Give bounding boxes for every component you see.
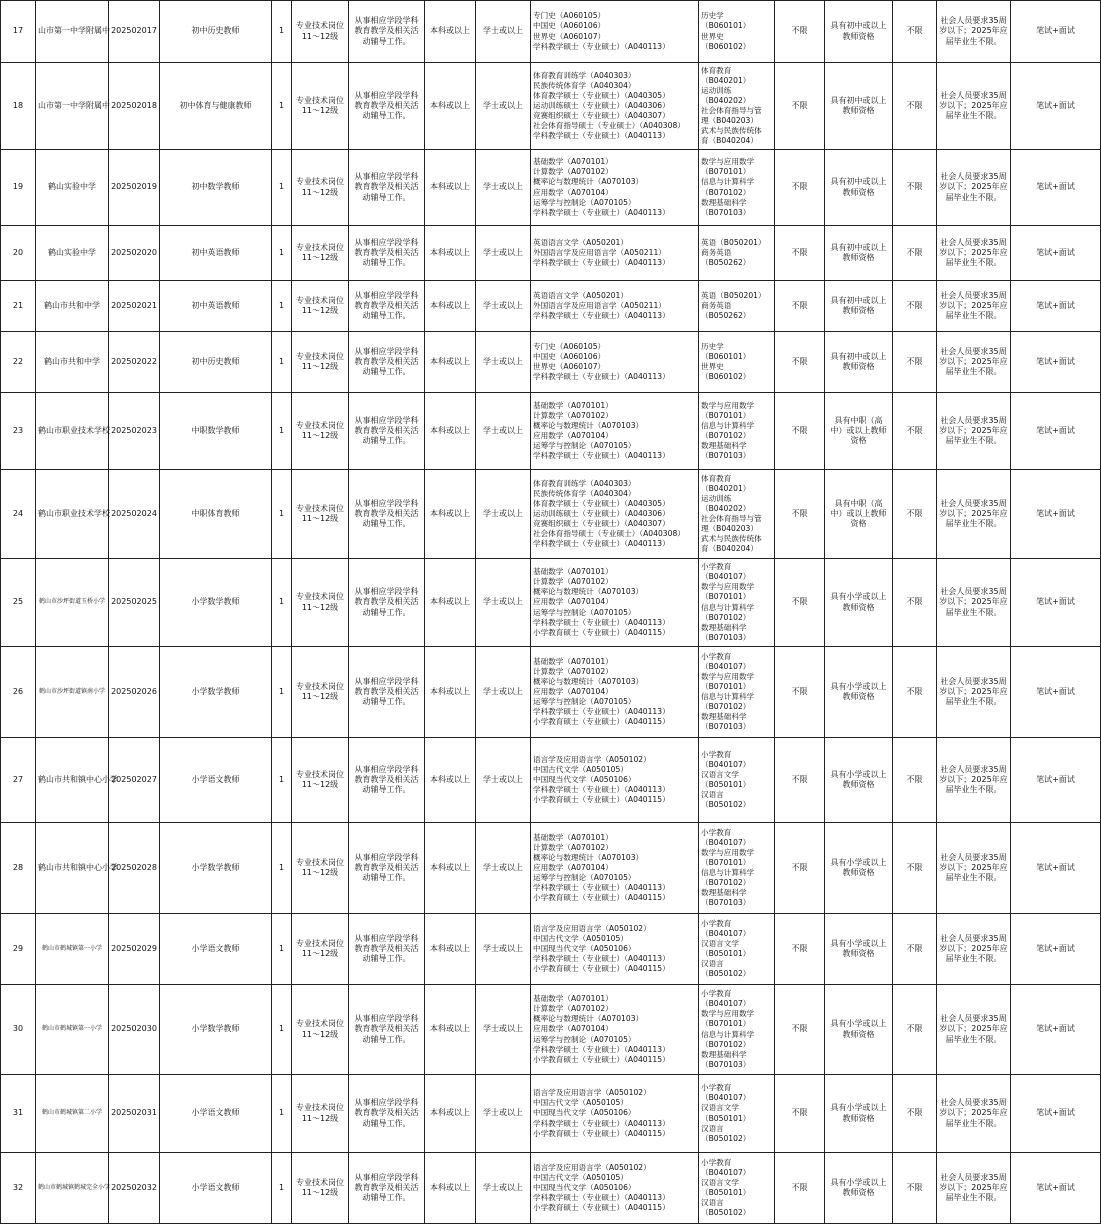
other-major-cell: 不限 (775, 63, 825, 150)
other-major-cell: 不限 (775, 738, 825, 823)
other-major-cell: 不限 (775, 1075, 825, 1153)
graduate-majors-cell: 语言学及应用语言学（A050102） 中国古代文学（A050105） 中国现当代文学（A050106） 学科教学硕士（专业硕士）（A040113） 小学教育硕士（专业硕士）（A040115） (531, 914, 699, 985)
degree-cell: 学士或以上 (476, 1, 531, 63)
row-number-cell: 28 (1, 823, 36, 914)
education-cell: 本科或以上 (425, 150, 476, 226)
graduate-majors-cell: 基础数学（A070101） 计算数学（A070102） 概率论与数理统计（A070103） 应用数学（A070104） 运筹学与控制论（A070105） 学科教学硕士（专业硕士）（A040113） 小学教育硕士（专业硕士）（A040115） (531, 823, 699, 914)
post-code-cell: 202502024 (109, 470, 160, 559)
post-grade-cell: 专业技术岗位 11～12级 (292, 393, 349, 470)
post-duty-cell: 从事相应学段学科 教育教学及相关活 动辅导工作。 (349, 738, 425, 823)
post-duty-cell: 从事相应学段学科 教育教学及相关活 动辅导工作。 (349, 226, 425, 281)
post-duty-cell: 从事相应学段学科 教育教学及相关活 动辅导工作。 (349, 559, 425, 647)
age-requirement-cell: 社会人员要求35周 岁以下；2025年应 届毕业生不限。 (937, 559, 1011, 647)
post-duty-cell: 从事相应学段学科 教育教学及相关活 动辅导工作。 (349, 1153, 425, 1224)
teacher-certificate-cell: 具有小学或以上 教师资格 (825, 647, 893, 738)
undergraduate-majors-cell: 小学教育 （B040107） 数学与应用数学 （B070101） 信息与计算科学 （B070102） 数理基础科学 （B070103） (699, 985, 775, 1075)
education-cell: 本科或以上 (425, 647, 476, 738)
table-row (1, 559, 1101, 647)
table-row (1, 226, 1101, 281)
post-name-cell: 小学语文教师 (160, 914, 272, 985)
education-cell: 本科或以上 (425, 1, 476, 63)
hire-count-cell: 1 (272, 738, 292, 823)
post-code-cell: 202502027 (109, 738, 160, 823)
education-cell: 本科或以上 (425, 914, 476, 985)
post-name-cell: 小学数学教师 (160, 823, 272, 914)
education-cell: 本科或以上 (425, 393, 476, 470)
hire-count-cell: 1 (272, 647, 292, 738)
exam-method-cell: 笔试+面试 (1011, 914, 1101, 985)
undergraduate-majors-cell: 小学教育 （B040107） 数学与应用数学 （B070101） 信息与计算科学 （B070102） 数理基础科学 （B070103） (699, 559, 775, 647)
hire-count-cell: 1 (272, 63, 292, 150)
post-name-cell: 初中历史教师 (160, 1, 272, 63)
undergraduate-majors-cell: 历史学 （B060101） 世界史 （B060102） (699, 332, 775, 393)
graduate-majors-cell: 基础数学（A070101） 计算数学（A070102） 概率论与数理统计（A070103） 应用数学（A070104） 运筹学与控制论（A070105） 学科教学硕士（专业硕士）（A040113） 小学教育硕士（专业硕士）（A040115） (531, 647, 699, 738)
post-grade-cell: 专业技术岗位 11～12级 (292, 647, 349, 738)
undergraduate-majors-cell: 历史学 （B060101） 世界史 （B060102） (699, 1, 775, 63)
hire-count-cell: 1 (272, 914, 292, 985)
hire-count-cell: 1 (272, 1, 292, 63)
school-name-cell: 鹤山实验中学 (36, 226, 109, 281)
age-requirement-cell: 社会人员要求35周 岁以下；2025年应 届毕业生不限。 (937, 332, 1011, 393)
degree-cell: 学士或以上 (476, 332, 531, 393)
post-name-cell: 中职数学教师 (160, 393, 272, 470)
teacher-certificate-cell: 具有小学或以上 教师资格 (825, 1153, 893, 1224)
table-row (1, 823, 1101, 914)
education-cell: 本科或以上 (425, 1075, 476, 1153)
other-limit-cell: 不限 (893, 1153, 937, 1224)
hire-count-cell: 1 (272, 393, 292, 470)
exam-method-cell: 笔试+面试 (1011, 823, 1101, 914)
teacher-certificate-cell: 具有初中或以上 教师资格 (825, 63, 893, 150)
age-requirement-cell: 社会人员要求35周 岁以下；2025年应 届毕业生不限。 (937, 281, 1011, 332)
graduate-majors-cell: 专门史（A060105） 中国史（A060106） 世界史（A060107） 学科教学硕士（专业硕士）（A040113） (531, 332, 699, 393)
post-grade-cell: 专业技术岗位 11～12级 (292, 738, 349, 823)
table-row (1, 470, 1101, 559)
age-requirement-cell: 社会人员要求35周 岁以下；2025年应 届毕业生不限。 (937, 823, 1011, 914)
other-limit-cell: 不限 (893, 823, 937, 914)
graduate-majors-cell: 体育教育训练学（A040303） 民族传统体育学（A040304） 体育教学硕士（专业硕士）（A040305） 运动训练硕士（专业硕士）（A040306） 竞赛组织硕士（专业硕士）（A040307） 社会体育指导硕士（专业硕士）（A040308） 学科教学硕士（专业硕士）（A040113） (531, 470, 699, 559)
hire-count-cell: 1 (272, 823, 292, 914)
exam-method-cell: 笔试+面试 (1011, 559, 1101, 647)
teacher-certificate-cell: 具有小学或以上 教师资格 (825, 559, 893, 647)
row-number-cell: 17 (1, 1, 36, 63)
post-duty-cell: 从事相应学段学科 教育教学及相关活 动辅导工作。 (349, 150, 425, 226)
hire-count-cell: 1 (272, 1075, 292, 1153)
row-number-cell: 21 (1, 281, 36, 332)
post-grade-cell: 专业技术岗位 11～12级 (292, 150, 349, 226)
education-cell: 本科或以上 (425, 63, 476, 150)
other-major-cell: 不限 (775, 914, 825, 985)
post-grade-cell: 专业技术岗位 11～12级 (292, 1075, 349, 1153)
undergraduate-majors-cell: 数学与应用数学 （B070101） 信息与计算科学 （B070102） 数理基础科学 （B070103） (699, 150, 775, 226)
post-name-cell: 小学数学教师 (160, 647, 272, 738)
school-name-cell: 鹤山市共和中学 (36, 332, 109, 393)
row-number-cell: 26 (1, 647, 36, 738)
teacher-certificate-cell: 具有中职（高 中）或以上教师 资格 (825, 393, 893, 470)
hire-count-cell: 1 (272, 281, 292, 332)
school-name-cell: 鹤山市鹤城镇鹤城完全小学 (36, 1153, 109, 1224)
other-limit-cell: 不限 (893, 738, 937, 823)
post-grade-cell: 专业技术岗位 11～12级 (292, 332, 349, 393)
table-row (1, 1, 1101, 63)
teacher-certificate-cell: 具有中职（高 中）或以上教师 资格 (825, 470, 893, 559)
post-code-cell: 202502029 (109, 914, 160, 985)
exam-method-cell: 笔试+面试 (1011, 470, 1101, 559)
post-duty-cell: 从事相应学段学科 教育教学及相关活 动辅导工作。 (349, 393, 425, 470)
school-name-cell: 鹤山实验中学 (36, 150, 109, 226)
other-major-cell: 不限 (775, 393, 825, 470)
education-cell: 本科或以上 (425, 226, 476, 281)
degree-cell: 学士或以上 (476, 914, 531, 985)
degree-cell: 学士或以上 (476, 470, 531, 559)
exam-method-cell: 笔试+面试 (1011, 150, 1101, 226)
post-name-cell: 初中历史教师 (160, 332, 272, 393)
age-requirement-cell: 社会人员要求35周 岁以下；2025年应 届毕业生不限。 (937, 1153, 1011, 1224)
post-duty-cell: 从事相应学段学科 教育教学及相关活 动辅导工作。 (349, 63, 425, 150)
table-row (1, 914, 1101, 985)
row-number-cell: 23 (1, 393, 36, 470)
other-major-cell: 不限 (775, 470, 825, 559)
post-grade-cell: 专业技术岗位 11～12级 (292, 985, 349, 1075)
teacher-certificate-cell: 具有小学或以上 教师资格 (825, 823, 893, 914)
table-row (1, 738, 1101, 823)
post-grade-cell: 专业技术岗位 11～12级 (292, 281, 349, 332)
age-requirement-cell: 社会人员要求35周 岁以下；2025年应 届毕业生不限。 (937, 647, 1011, 738)
other-limit-cell: 不限 (893, 1, 937, 63)
row-number-cell: 31 (1, 1075, 36, 1153)
post-duty-cell: 从事相应学段学科 教育教学及相关活 动辅导工作。 (349, 470, 425, 559)
post-code-cell: 202502026 (109, 647, 160, 738)
post-grade-cell: 专业技术岗位 11～12级 (292, 226, 349, 281)
undergraduate-majors-cell: 体育教育 （B040201） 运动训练 （B040202） 社会体育指导与管 理（B040203） 武术与民族传统体 育（B040204） (699, 470, 775, 559)
undergraduate-majors-cell: 小学教育 （B040107） 数学与应用数学 （B070101） 信息与计算科学 （B070102） 数理基础科学 （B070103） (699, 647, 775, 738)
teacher-certificate-cell: 具有初中或以上 教师资格 (825, 150, 893, 226)
post-name-cell: 小学数学教师 (160, 985, 272, 1075)
school-name-cell: 鹤山市职业技术学校 (36, 393, 109, 470)
post-name-cell: 小学语文教师 (160, 738, 272, 823)
post-duty-cell: 从事相应学段学科 教育教学及相关活 动辅导工作。 (349, 647, 425, 738)
school-name-cell: 鹤山市鹤城镇第一小学 (36, 914, 109, 985)
graduate-majors-cell: 体育教育训练学（A040303） 民族传统体育学（A040304） 体育教学硕士（专业硕士）（A040305） 运动训练硕士（专业硕士）（A040306） 竞赛组织硕士（专业硕士）（A040307） 社会体育指导硕士（专业硕士）（A040308） 学科教学硕士（专业硕士）（A040113） (531, 63, 699, 150)
post-code-cell: 202502020 (109, 226, 160, 281)
post-duty-cell: 从事相应学段学科 教育教学及相关活 动辅导工作。 (349, 914, 425, 985)
table-row (1, 332, 1101, 393)
table-row (1, 63, 1101, 150)
exam-method-cell: 笔试+面试 (1011, 738, 1101, 823)
school-name-cell: 鹤山市职业技术学校 (36, 470, 109, 559)
post-code-cell: 202502030 (109, 985, 160, 1075)
teacher-certificate-cell: 具有初中或以上 教师资格 (825, 226, 893, 281)
row-number-cell: 19 (1, 150, 36, 226)
graduate-majors-cell: 基础数学（A070101） 计算数学（A070102） 概率论与数理统计（A070103） 应用数学（A070104） 运筹学与控制论（A070105） 学科教学硕士（专业硕士）（A040113） (531, 150, 699, 226)
post-duty-cell: 从事相应学段学科 教育教学及相关活 动辅导工作。 (349, 281, 425, 332)
age-requirement-cell: 社会人员要求35周 岁以下；2025年应 届毕业生不限。 (937, 914, 1011, 985)
post-name-cell: 中职体育教师 (160, 470, 272, 559)
school-name-cell: 山市第一中学附属中 (36, 1, 109, 63)
undergraduate-majors-cell: 英语（B050201） 商务英语 （B050262） (699, 281, 775, 332)
table-row (1, 1153, 1101, 1224)
other-limit-cell: 不限 (893, 985, 937, 1075)
teacher-certificate-cell: 具有初中或以上 教师资格 (825, 332, 893, 393)
post-grade-cell: 专业技术岗位 11～12级 (292, 470, 349, 559)
teacher-certificate-cell: 具有小学或以上 教师资格 (825, 738, 893, 823)
table-row (1, 1075, 1101, 1153)
post-grade-cell: 专业技术岗位 11～12级 (292, 1, 349, 63)
table-row (1, 647, 1101, 738)
hire-count-cell: 1 (272, 985, 292, 1075)
exam-method-cell: 笔试+面试 (1011, 1153, 1101, 1224)
other-major-cell: 不限 (775, 281, 825, 332)
post-name-cell: 小学数学教师 (160, 559, 272, 647)
post-grade-cell: 专业技术岗位 11～12级 (292, 63, 349, 150)
post-grade-cell: 专业技术岗位 11～12级 (292, 914, 349, 985)
exam-method-cell: 笔试+面试 (1011, 1075, 1101, 1153)
hire-count-cell: 1 (272, 226, 292, 281)
school-name-cell: 鹤山市共和镇中心小学 (36, 823, 109, 914)
row-number-cell: 30 (1, 985, 36, 1075)
table-row (1, 985, 1101, 1075)
post-name-cell: 初中英语教师 (160, 281, 272, 332)
school-name-cell: 鹤山市鹤城镇第一小学 (36, 985, 109, 1075)
teacher-certificate-cell: 具有小学或以上 教师资格 (825, 985, 893, 1075)
other-major-cell: 不限 (775, 150, 825, 226)
post-grade-cell: 专业技术岗位 11～12级 (292, 559, 349, 647)
post-code-cell: 202502021 (109, 281, 160, 332)
other-limit-cell: 不限 (893, 281, 937, 332)
table-row (1, 281, 1101, 332)
post-name-cell: 初中英语教师 (160, 226, 272, 281)
post-code-cell: 202502022 (109, 332, 160, 393)
post-duty-cell: 从事相应学段学科 教育教学及相关活 动辅导工作。 (349, 1075, 425, 1153)
degree-cell: 学士或以上 (476, 1153, 531, 1224)
hire-count-cell: 1 (272, 150, 292, 226)
other-limit-cell: 不限 (893, 1075, 937, 1153)
graduate-majors-cell: 专门史（A060105） 中国史（A060106） 世界史（A060107） 学科教学硕士（专业硕士）（A040113） (531, 1, 699, 63)
graduate-majors-cell: 英语语言文学（A050201） 外国语言学及应用语言学（A050211） 学科教学硕士（专业硕士）（A040113） (531, 226, 699, 281)
school-name-cell: 鹤山市共和镇中心小学 (36, 738, 109, 823)
other-major-cell: 不限 (775, 332, 825, 393)
education-cell: 本科或以上 (425, 332, 476, 393)
row-number-cell: 25 (1, 559, 36, 647)
exam-method-cell: 笔试+面试 (1011, 332, 1101, 393)
hire-count-cell: 1 (272, 470, 292, 559)
post-name-cell: 初中数学教师 (160, 150, 272, 226)
school-name-cell: 鹤山市沙坪街道镇南小学 (36, 647, 109, 738)
post-name-cell: 初中体育与健康教师 (160, 63, 272, 150)
graduate-majors-cell: 基础数学（A070101） 计算数学（A070102） 概率论与数理统计（A070103） 应用数学（A070104） 运筹学与控制论（A070105） 学科教学硕士（专业硕士）（A040113） (531, 393, 699, 470)
age-requirement-cell: 社会人员要求35周 岁以下；2025年应 届毕业生不限。 (937, 393, 1011, 470)
other-major-cell: 不限 (775, 559, 825, 647)
teacher-certificate-cell: 具有小学或以上 教师资格 (825, 1075, 893, 1153)
row-number-cell: 27 (1, 738, 36, 823)
exam-method-cell: 笔试+面试 (1011, 1, 1101, 63)
other-limit-cell: 不限 (893, 647, 937, 738)
other-major-cell: 不限 (775, 1153, 825, 1224)
post-code-cell: 202502019 (109, 150, 160, 226)
undergraduate-majors-cell: 数学与应用数学 （B070101） 信息与计算科学 （B070102） 数理基础科学 （B070103） (699, 393, 775, 470)
other-limit-cell: 不限 (893, 332, 937, 393)
other-limit-cell: 不限 (893, 470, 937, 559)
degree-cell: 学士或以上 (476, 738, 531, 823)
post-name-cell: 小学语文教师 (160, 1153, 272, 1224)
degree-cell: 学士或以上 (476, 150, 531, 226)
degree-cell: 学士或以上 (476, 985, 531, 1075)
other-major-cell: 不限 (775, 823, 825, 914)
other-limit-cell: 不限 (893, 393, 937, 470)
hire-count-cell: 1 (272, 559, 292, 647)
degree-cell: 学士或以上 (476, 559, 531, 647)
age-requirement-cell: 社会人员要求35周 岁以下；2025年应 届毕业生不限。 (937, 150, 1011, 226)
education-cell: 本科或以上 (425, 985, 476, 1075)
teacher-certificate-cell: 具有初中或以上 教师资格 (825, 1, 893, 63)
graduate-majors-cell: 语言学及应用语言学（A050102） 中国古代文学（A050105） 中国现当代文学（A050106） 学科教学硕士（专业硕士）（A040113） 小学教育硕士（专业硕士）（A040115） (531, 1075, 699, 1153)
age-requirement-cell: 社会人员要求35周 岁以下；2025年应 届毕业生不限。 (937, 470, 1011, 559)
post-duty-cell: 从事相应学段学科 教育教学及相关活 动辅导工作。 (349, 332, 425, 393)
school-name-cell: 鹤山市沙坪街道玉桥小学 (36, 559, 109, 647)
post-code-cell: 202502025 (109, 559, 160, 647)
graduate-majors-cell: 基础数学（A070101） 计算数学（A070102） 概率论与数理统计（A070103） 应用数学（A070104） 运筹学与控制论（A070105） 学科教学硕士（专业硕士）（A040113） 小学教育硕士（专业硕士）（A040115） (531, 559, 699, 647)
age-requirement-cell: 社会人员要求35周 岁以下；2025年应 届毕业生不限。 (937, 63, 1011, 150)
post-code-cell: 202502028 (109, 823, 160, 914)
age-requirement-cell: 社会人员要求35周 岁以下；2025年应 届毕业生不限。 (937, 226, 1011, 281)
post-duty-cell: 从事相应学段学科 教育教学及相关活 动辅导工作。 (349, 1, 425, 63)
age-requirement-cell: 社会人员要求35周 岁以下；2025年应 届毕业生不限。 (937, 985, 1011, 1075)
row-number-cell: 20 (1, 226, 36, 281)
teacher-certificate-cell: 具有初中或以上 教师资格 (825, 281, 893, 332)
other-limit-cell: 不限 (893, 914, 937, 985)
other-major-cell: 不限 (775, 1, 825, 63)
hire-count-cell: 1 (272, 1153, 292, 1224)
row-number-cell: 32 (1, 1153, 36, 1224)
age-requirement-cell: 社会人员要求35周 岁以下；2025年应 届毕业生不限。 (937, 1, 1011, 63)
other-limit-cell: 不限 (893, 63, 937, 150)
school-name-cell: 鹤山市共和中学 (36, 281, 109, 332)
degree-cell: 学士或以上 (476, 647, 531, 738)
school-name-cell: 山市第一中学附属中 (36, 63, 109, 150)
degree-cell: 学士或以上 (476, 393, 531, 470)
graduate-majors-cell: 语言学及应用语言学（A050102） 中国古代文学（A050105） 中国现当代文学（A050106） 学科教学硕士（专业硕士）（A040113） 小学教育硕士（专业硕士）（A040115） (531, 738, 699, 823)
undergraduate-majors-cell: 英语（B050201） 商务英语 （B050262） (699, 226, 775, 281)
post-duty-cell: 从事相应学段学科 教育教学及相关活 动辅导工作。 (349, 823, 425, 914)
education-cell: 本科或以上 (425, 281, 476, 332)
other-major-cell: 不限 (775, 647, 825, 738)
age-requirement-cell: 社会人员要求35周 岁以下；2025年应 届毕业生不限。 (937, 738, 1011, 823)
school-name-cell: 鹤山市鹤城镇第二小学 (36, 1075, 109, 1153)
other-limit-cell: 不限 (893, 226, 937, 281)
table-row (1, 150, 1101, 226)
exam-method-cell: 笔试+面试 (1011, 985, 1101, 1075)
graduate-majors-cell: 语言学及应用语言学（A050102） 中国古代文学（A050105） 中国现当代文学（A050106） 学科教学硕士（专业硕士）（A040113） 小学教育硕士（专业硕士）（A040115） (531, 1153, 699, 1224)
undergraduate-majors-cell: 小学教育 （B040107） 汉语言文学 （B050101） 汉语言 （B050102） (699, 738, 775, 823)
graduate-majors-cell: 基础数学（A070101） 计算数学（A070102） 概率论与数理统计（A070103） 应用数学（A070104） 运筹学与控制论（A070105） 学科教学硕士（专业硕士）（A040113） 小学教育硕士（专业硕士）（A040115） (531, 985, 699, 1075)
degree-cell: 学士或以上 (476, 226, 531, 281)
row-number-cell: 18 (1, 63, 36, 150)
exam-method-cell: 笔试+面试 (1011, 226, 1101, 281)
education-cell: 本科或以上 (425, 559, 476, 647)
post-code-cell: 202502018 (109, 63, 160, 150)
other-major-cell: 不限 (775, 985, 825, 1075)
row-number-cell: 29 (1, 914, 36, 985)
teacher-certificate-cell: 具有小学或以上 教师资格 (825, 914, 893, 985)
degree-cell: 学士或以上 (476, 823, 531, 914)
exam-method-cell: 笔试+面试 (1011, 281, 1101, 332)
post-name-cell: 小学语文教师 (160, 1075, 272, 1153)
education-cell: 本科或以上 (425, 1153, 476, 1224)
post-duty-cell: 从事相应学段学科 教育教学及相关活 动辅导工作。 (349, 985, 425, 1075)
education-cell: 本科或以上 (425, 738, 476, 823)
undergraduate-majors-cell: 小学教育 （B040107） 汉语言文学 （B050101） 汉语言 （B050102） (699, 1075, 775, 1153)
post-grade-cell: 专业技术岗位 11～12级 (292, 1153, 349, 1224)
row-number-cell: 22 (1, 332, 36, 393)
degree-cell: 学士或以上 (476, 1075, 531, 1153)
exam-method-cell: 笔试+面试 (1011, 393, 1101, 470)
undergraduate-majors-cell: 小学教育 （B040107） 汉语言文学 （B050101） 汉语言 （B050102） (699, 1153, 775, 1224)
post-code-cell: 202502023 (109, 393, 160, 470)
post-code-cell: 202502017 (109, 1, 160, 63)
other-major-cell: 不限 (775, 226, 825, 281)
table-row (1, 393, 1101, 470)
age-requirement-cell: 社会人员要求35周 岁以下；2025年应 届毕业生不限。 (937, 1075, 1011, 1153)
exam-method-cell: 笔试+面试 (1011, 63, 1101, 150)
row-number-cell: 24 (1, 470, 36, 559)
post-code-cell: 202502031 (109, 1075, 160, 1153)
education-cell: 本科或以上 (425, 470, 476, 559)
degree-cell: 学士或以上 (476, 63, 531, 150)
post-grade-cell: 专业技术岗位 11～12级 (292, 823, 349, 914)
hire-count-cell: 1 (272, 332, 292, 393)
undergraduate-majors-cell: 小学教育 （B040107） 数学与应用数学 （B070101） 信息与计算科学 （B070102） 数理基础科学 （B070103） (699, 823, 775, 914)
other-limit-cell: 不限 (893, 559, 937, 647)
graduate-majors-cell: 英语语言文学（A050201） 外国语言学及应用语言学（A050211） 学科教学硕士（专业硕士）（A040113） (531, 281, 699, 332)
degree-cell: 学士或以上 (476, 281, 531, 332)
post-code-cell: 202502032 (109, 1153, 160, 1224)
undergraduate-majors-cell: 小学教育 （B040107） 汉语言文学 （B050101） 汉语言 （B050102） (699, 914, 775, 985)
education-cell: 本科或以上 (425, 823, 476, 914)
exam-method-cell: 笔试+面试 (1011, 647, 1101, 738)
undergraduate-majors-cell: 体育教育 （B040201） 运动训练 （B040202） 社会体育指导与管 理（B040203） 武术与民族传统体 育（B040204） (699, 63, 775, 150)
other-limit-cell: 不限 (893, 150, 937, 226)
